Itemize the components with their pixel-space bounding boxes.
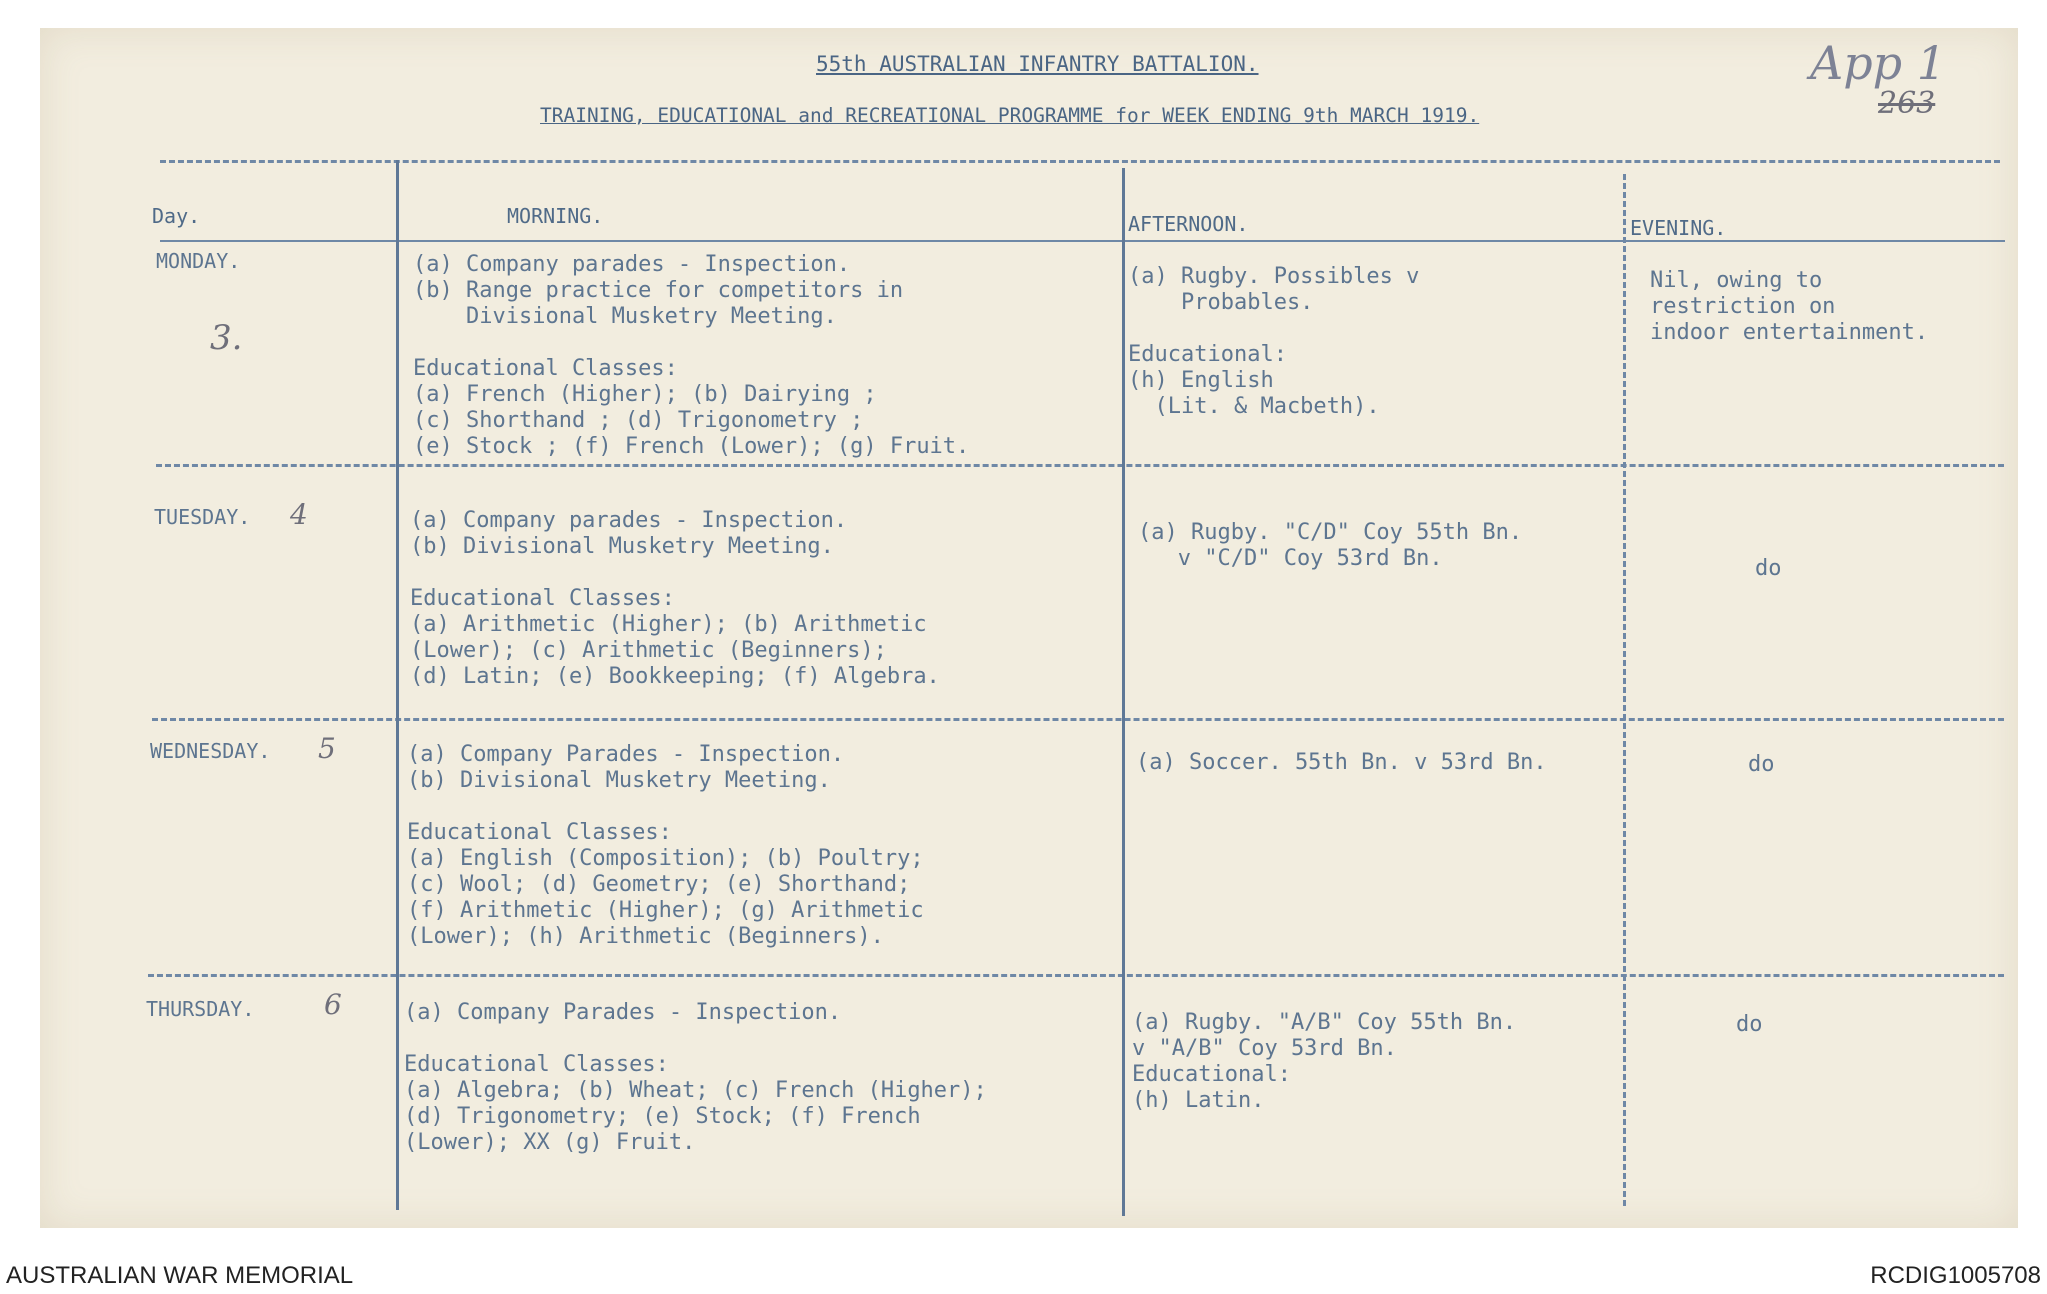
evening-cell: do [1736,1012,1763,1037]
day-mark: 5 [318,732,336,765]
row-divider [156,464,2004,467]
column-header-morning: MORNING. [507,204,604,228]
morning-cell: (a) Company parades - Inspection. (b) Divisional Musketry Meeting. Educational Classes: (a) Arithmetic (Higher); (b) Arithmetic (Lower); (c) Arithmetic (Beginners); (d) Latin; (e) Bookkeeping; (f) Algebra. [410,508,940,689]
row-divider [148,974,2004,977]
column-header-day: Day. [152,204,201,228]
programme-subtitle: TRAINING, EDUCATIONAL and RECREATIONAL PROGRAMME for WEEK ENDING 9th MARCH 1919. [540,104,1480,127]
column-divider-evening [1623,174,1626,1206]
morning-cell: (a) Company Parades - Inspection. Educational Classes: (a) Algebra; (b) Wheat; (c) French (Higher); (d) Trigonometry; (e) Stock; (f) French (Lower); XX (g) Fruit. [404,1000,987,1155]
column-divider-morning [396,160,399,1210]
battalion-title: 55th AUSTRALIAN INFANTRY BATTALION. [816,52,1259,76]
day-label: THURSDAY. [146,997,255,1021]
afternoon-cell: (a) Rugby. "C/D" Coy 55th Bn. v "C/D" Coy 53rd Bn. [1138,520,1523,571]
afternoon-cell: (a) Rugby. Possibles v Probables. Educational: (h) English (Lit. & Macbeth). [1128,264,1420,419]
table-top-rule [160,160,2000,163]
header-rule [160,240,2005,242]
afternoon-cell: (a) Soccer. 55th Bn. v 53rd Bn. [1136,750,1547,775]
column-header-evening: EVENING. [1630,216,1727,240]
day-mark: 6 [324,988,342,1021]
day-label: MONDAY. [156,249,241,273]
day-mark: 4 [290,498,308,531]
document-page [40,28,2018,1228]
morning-cell: (a) Company parades - Inspection. (b) Range practice for competitors in Divisional Musketry Meeting. Educational Classes: (a) French (Higher); (b) Dairying ; (c) Shorthand ; (d) Trigonometry ; (e) Stock ; (f) French (Lower); (g) Fruit. [413,252,970,459]
evening-cell: Nil, owing to restriction on indoor entertainment. [1650,268,1929,345]
afternoon-cell: (a) Rugby. "A/B" Coy 55th Bn. v "A/B" Coy 53rd Bn. Educational: (h) Latin. [1132,1010,1517,1113]
column-header-afternoon: AFTERNOON. [1128,212,1249,236]
archive-credit: AUSTRALIAN WAR MEMORIAL [6,1262,354,1289]
column-divider-afternoon [1122,168,1125,1216]
appendix-annotation: App 1 [1810,36,1947,90]
folio-number: 263 [1878,86,1936,121]
evening-cell: do [1748,752,1775,777]
record-id: RCDIG1005708 [1870,1262,2041,1289]
day-label: TUESDAY. [154,505,251,529]
evening-cell: do [1755,556,1782,581]
row-divider [152,718,2004,721]
morning-cell: (a) Company Parades - Inspection. (b) Divisional Musketry Meeting. Educational Classes: (a) English (Composition); (b) Poultry; (c) Wool; (d) Geometry; (e) Shorthand; (f) Arithmetic (Higher); (g) Arithmetic (Lower); (h) Arithmetic (Beginners). [407,742,924,949]
day-label: WEDNESDAY. [150,739,271,763]
day-mark: 3. [210,318,243,358]
